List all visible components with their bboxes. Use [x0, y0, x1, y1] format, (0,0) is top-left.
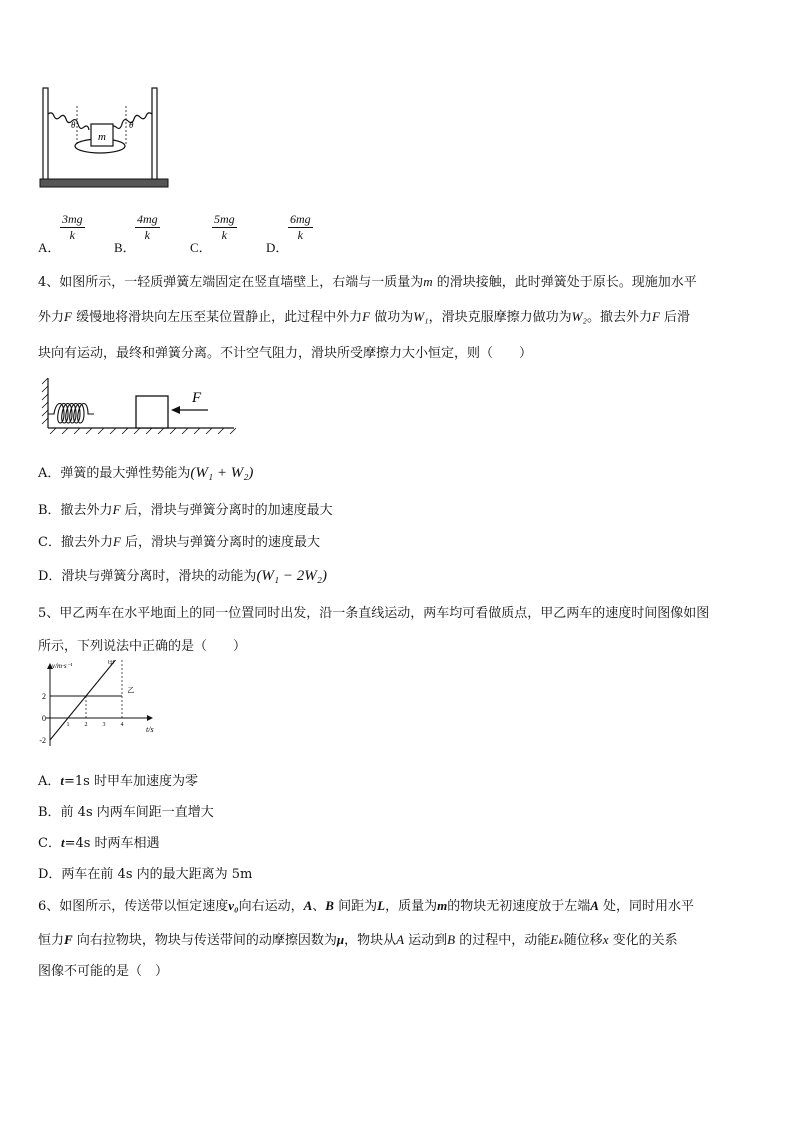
q3-option-b-den: k	[144, 228, 150, 242]
q6-text-1d: 间距为	[333, 899, 378, 914]
y-tick-label: -2	[39, 736, 46, 745]
q3-option-c-den: k	[221, 228, 227, 242]
x-axis-label: t/s	[146, 725, 154, 734]
q6-text-1b: 向右运动，	[238, 899, 304, 914]
series-label-jia: 甲	[107, 660, 115, 668]
q4-stem-line2	[38, 306, 690, 325]
q3-option-a-den: k	[69, 228, 75, 242]
q3-option-c-label: C．	[190, 240, 212, 255]
q3-option-b-num: 4mg	[137, 212, 158, 226]
q3-angle-right: θ	[129, 120, 134, 130]
q6-var-x: x	[602, 932, 609, 947]
q5-stem-line1: 5、甲乙两车在水平地面上的同一位置同时出发，沿一条直线运动，两车均可看做质点，甲乙两车的速度时间图像如图	[38, 606, 710, 621]
q6-var-m: m	[437, 898, 448, 913]
q4-option-d-text: D．滑块与弹簧分离时，滑块的动能为	[38, 569, 257, 584]
y-tick-label: 0	[42, 714, 46, 723]
q4-option-c-var-F: F	[112, 534, 121, 549]
q3-option-a-fraction	[60, 212, 85, 243]
q3-mass-label: m	[98, 131, 106, 143]
q6-var-v0: v₀	[228, 898, 239, 913]
q6-var-Ek: Eₖ	[550, 932, 564, 947]
y-tick-label: 2	[42, 692, 46, 701]
q3-angle-left: θ	[71, 120, 76, 130]
q4-option-a	[38, 462, 253, 482]
q6-var-A: A	[303, 898, 313, 913]
q6-text-2f: 随位移	[563, 933, 603, 948]
q4-stem-text-2a: 外力	[38, 310, 65, 325]
q5-option-a-var-t: t	[60, 773, 65, 788]
q6-text-2e: 的过程中，动能	[455, 933, 551, 948]
q4-var-W2: W₂	[571, 309, 587, 324]
q3-option-a-num: 3mg	[62, 212, 83, 226]
q6-text-2d: 运动到	[404, 933, 448, 948]
q3-option-a-label: A．	[38, 240, 61, 255]
q6-text-1a: 6、如图所示，传送带以恒定速度	[38, 899, 229, 914]
q6-var-F: F	[64, 932, 73, 947]
q6-text-1e: ，质量为	[385, 899, 438, 914]
q4-option-d	[38, 565, 327, 585]
q6-var-A-3: A	[396, 932, 405, 947]
q4-option-d-expr: (W₁ − 2W₂)	[256, 568, 327, 584]
q4-var-F-3: F	[651, 309, 660, 324]
q4-figure	[40, 376, 236, 436]
q4-stem-text-2e: 。撤去外力	[586, 310, 652, 325]
q4-option-a-expr: (W₁ + W₂)	[190, 465, 254, 481]
q6-var-mu: μ	[336, 932, 345, 947]
x-axis-arrow	[147, 715, 153, 721]
q5-velocity-time-chart	[36, 660, 166, 755]
q4-var-F: F	[64, 309, 72, 324]
q3-option-d-label: D．	[266, 240, 289, 255]
q6-text-2g: 变化的关系	[608, 933, 678, 948]
q5-option-b: B．前 4s 内两车间距一直增大	[38, 805, 214, 820]
q3-figure	[38, 86, 172, 190]
q4-force-label: F	[192, 390, 202, 406]
q4-var-W1: W₁	[413, 309, 429, 324]
q3-option-b-label: B．	[114, 240, 136, 255]
q4-option-b-text-1: B．撤去外力	[38, 503, 113, 518]
q3-option-d-num: 6mg	[290, 212, 311, 226]
q6-var-B: B	[325, 898, 334, 913]
q6-stem-line1	[38, 895, 694, 914]
y-axis-label: v/m·s⁻¹	[52, 662, 73, 670]
q6-text-1f: 的物块无初速度放于左端	[447, 899, 591, 914]
q5-option-a-label: A．	[38, 774, 61, 789]
q4-stem-line1	[38, 271, 697, 290]
q5-option-c-label: C．	[38, 836, 61, 851]
q4-stem-text-2b: 缓慢地将滑块向左压至某位置静止，此过程中外力	[71, 310, 363, 325]
x-tick-label: 2	[84, 722, 88, 728]
x-tick-label: 4	[120, 722, 124, 728]
q4-stem-line3: 块向有运动，最终和弹簧分离。不计空气阻力，滑块所受摩擦力大小恒定，则（ ）	[38, 346, 533, 361]
x-tick-label: 3	[102, 722, 106, 728]
q4-option-c-text-2: 后，滑块与弹簧分离时的速度最大	[120, 535, 321, 550]
q3-option-c-num: 5mg	[214, 212, 235, 226]
q6-var-L: L	[377, 898, 386, 913]
q4-option-c-text-1: C．撤去外力	[38, 535, 113, 550]
q4-option-b-text-2: 后，滑块与弹簧分离时的加速度最大	[120, 503, 333, 518]
q5-stem-line2: 所示，下列说法中正确的是（ ）	[38, 639, 247, 654]
q6-text-2c: ，物块从	[344, 933, 397, 948]
q6-stem-line2	[38, 929, 678, 948]
q6-text-1c: 、	[312, 899, 326, 914]
q6-text-2a: 恒力	[38, 933, 65, 948]
q4-stem-text-2d: ，滑块克服摩擦力做功为	[428, 310, 572, 325]
q4-option-a-text: A．弹簧的最大弹性势能为	[38, 466, 191, 481]
q6-stem-line3: 图像不可能的是（ ）	[38, 964, 169, 979]
q5-option-c-text: =4s 时两车相遇	[64, 836, 160, 851]
x-tick-label: 1	[66, 722, 70, 728]
q6-var-A-2: A	[590, 898, 599, 913]
q4-var-F-2: F	[362, 309, 371, 324]
q3-option-b-fraction	[135, 212, 160, 243]
q4-stem-text-1: 4、如图所示，一轻质弹簧左端固定在竖直墙壁上，右端与一质量为	[38, 275, 424, 290]
q6-var-B-2: B	[447, 932, 456, 947]
q5-option-c-var-t: t	[60, 835, 65, 850]
q3-option-d-fraction	[288, 212, 313, 243]
q5-option-c	[38, 832, 160, 851]
q5-option-a-text: =1s 时甲车加速度为零	[64, 774, 198, 789]
q4-option-b-var-F: F	[112, 502, 121, 517]
q3-option-d-den: k	[297, 228, 303, 242]
q3-option-c-fraction	[212, 212, 237, 243]
q4-option-c	[38, 531, 320, 550]
q4-var-m: m	[423, 274, 433, 289]
q6-text-2b: 向右拉物块，物块与传送带间的动摩擦因数为	[72, 933, 337, 948]
q4-stem-text-1b: 的滑块接触，此时弹簧处于原长。现施加水平	[432, 275, 697, 290]
q5-option-a	[38, 770, 198, 789]
q5-option-d: D．两车在前 4s 内的最大距离为 5m	[38, 867, 253, 882]
q4-option-b	[38, 499, 333, 518]
q4-stem-text-2c: 做功为	[370, 310, 414, 325]
series-label-yi: 乙	[127, 686, 135, 695]
q6-text-1g: 处，同时用水平	[598, 899, 695, 914]
q4-stem-text-2f: 后滑	[659, 310, 691, 325]
